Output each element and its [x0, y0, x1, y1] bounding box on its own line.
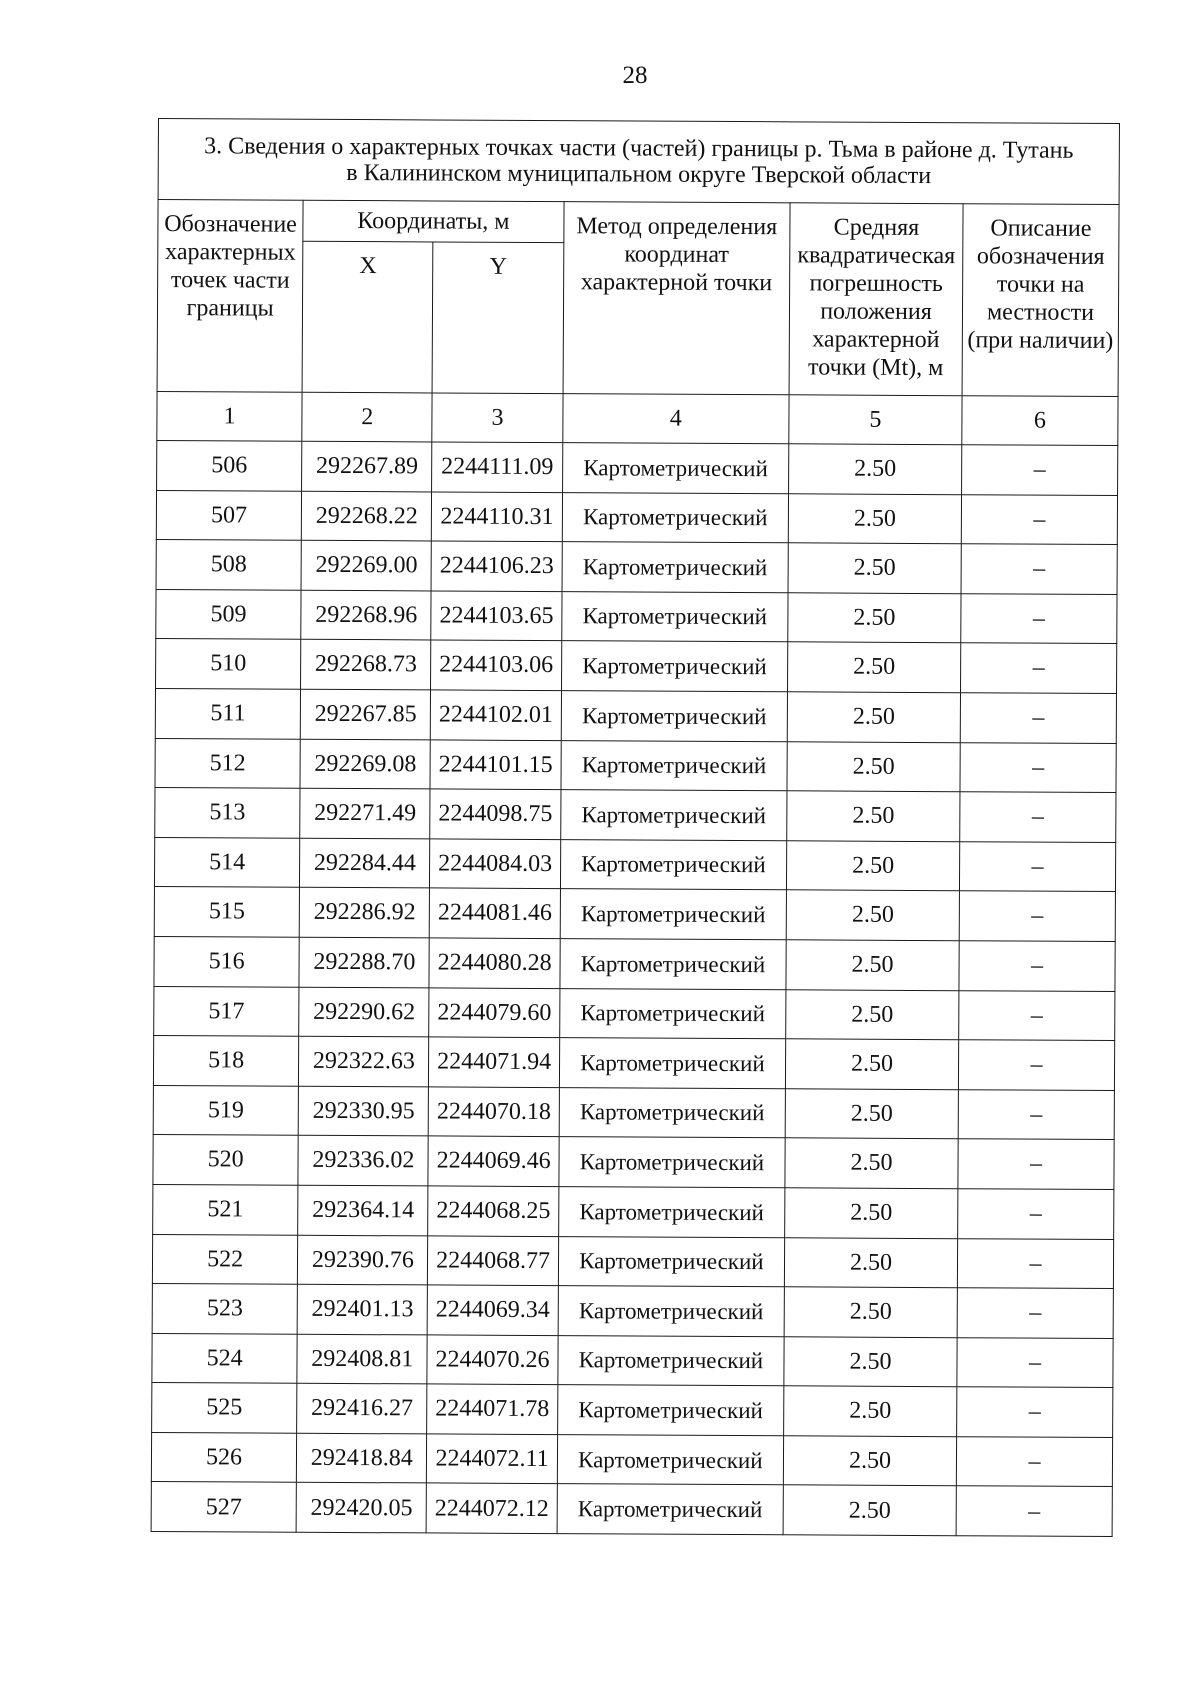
method-cell: Картометрический — [561, 691, 788, 742]
method-cell: Картометрический — [560, 939, 787, 990]
description-cell: – — [960, 792, 1116, 842]
coordinate-x-cell: 292322.63 — [299, 1036, 430, 1086]
description-cell: – — [958, 1040, 1114, 1090]
method-cell: Картометрический — [557, 1385, 784, 1436]
table-row — [151, 1432, 1112, 1487]
coordinate-y-cell: 2244102.01 — [431, 690, 562, 740]
point-id-cell: 515 — [154, 887, 299, 937]
description-cell: – — [959, 990, 1115, 1040]
coordinate-x-cell: 292290.62 — [299, 987, 430, 1037]
mean-square-error-cell: 2.50 — [786, 940, 959, 990]
method-cell: Картометрический — [562, 492, 789, 543]
method-cell: Картометрический — [558, 1187, 785, 1238]
mean-square-error-cell: 2.50 — [784, 1336, 957, 1386]
title-row — [158, 119, 1119, 205]
point-id-cell: 520 — [153, 1135, 298, 1185]
description-cell: – — [957, 1238, 1113, 1288]
coordinate-y-cell: 2244072.11 — [427, 1434, 558, 1484]
mean-square-error-cell: 2.50 — [787, 741, 960, 791]
coordinate-x-cell: 292408.81 — [297, 1334, 428, 1384]
coordinate-y-cell: 2244072.12 — [427, 1483, 558, 1533]
coordinate-x-cell: 292268.73 — [301, 640, 432, 690]
coordinate-x-cell: 292401.13 — [297, 1284, 428, 1334]
page-number: 28 — [622, 62, 648, 89]
method-cell: Картометрический — [558, 1286, 785, 1337]
coordinate-x-cell: 292267.85 — [300, 689, 431, 739]
table-row — [153, 1135, 1114, 1190]
mean-square-error-cell: 2.50 — [788, 493, 961, 543]
coordinate-y-cell: 2244110.31 — [432, 492, 563, 542]
method-cell: Картометрический — [560, 839, 787, 890]
coordinate-x-cell: 292271.49 — [300, 788, 431, 838]
column-number: 3 — [432, 393, 563, 443]
description-cell: – — [957, 1387, 1113, 1437]
coordinate-x-cell: 292268.22 — [301, 491, 432, 541]
table-row — [152, 1333, 1113, 1388]
boundary-points-table-wrapper — [151, 118, 1120, 1537]
coordinate-y-cell: 2244106.23 — [431, 541, 562, 591]
description-cell: – — [961, 544, 1117, 594]
mean-square-error-cell: 2.50 — [786, 890, 959, 940]
mean-square-error-cell: 2.50 — [784, 1237, 957, 1287]
table-row — [156, 490, 1117, 545]
point-id-cell: 513 — [155, 788, 300, 838]
method-cell: Картометрический — [560, 790, 787, 841]
coordinate-y-cell: 2244079.60 — [429, 987, 560, 1037]
coordinate-x-cell: 292267.89 — [302, 441, 433, 491]
table-row — [154, 887, 1115, 942]
table-row — [153, 1085, 1114, 1140]
coordinate-y-cell: 2244103.06 — [431, 640, 562, 690]
mean-square-error-cell: 2.50 — [789, 444, 962, 494]
point-id-cell: 523 — [152, 1284, 297, 1334]
mean-square-error-cell: 2.50 — [788, 593, 961, 643]
coordinate-x-cell: 292420.05 — [296, 1483, 427, 1533]
mean-square-error-cell: 2.50 — [785, 1089, 958, 1139]
coordinate-x-cell: 292269.00 — [301, 540, 432, 590]
description-cell: – — [957, 1337, 1113, 1387]
table-row — [152, 1383, 1113, 1438]
coordinate-y-cell: 2244071.94 — [429, 1037, 560, 1087]
description-cell: – — [958, 1089, 1114, 1139]
description-cell: – — [958, 1139, 1114, 1189]
column-number-row — [157, 391, 1118, 445]
coordinate-x-cell: 292284.44 — [300, 838, 431, 888]
column-number: 2 — [302, 392, 433, 442]
description-cell: – — [960, 742, 1116, 792]
description-cell: – — [958, 1189, 1114, 1239]
description-cell: – — [962, 445, 1118, 495]
coordinate-x-cell: 292336.02 — [298, 1136, 429, 1186]
table-row — [155, 688, 1116, 743]
description-cell: – — [959, 841, 1115, 891]
header-y: Y — [433, 242, 564, 394]
table-row — [156, 639, 1117, 694]
boundary-points-table — [151, 118, 1120, 1537]
coordinate-x-cell: 292268.96 — [301, 590, 432, 640]
coordinate-x-cell: 292286.92 — [299, 888, 430, 938]
coordinate-y-cell: 2244080.28 — [429, 938, 560, 988]
coordinate-y-cell: 2244070.26 — [427, 1335, 558, 1385]
point-id-cell: 518 — [153, 1036, 298, 1086]
table-title-line-2: в Калининском муниципальном округе Тверской области — [346, 159, 932, 190]
point-id-cell: 525 — [152, 1383, 297, 1433]
point-id-cell: 524 — [152, 1333, 297, 1383]
table-title-line-1: 3. Сведения о характерных точках части (частей) границы р. Тьма в районе д. Тутань — [204, 132, 1074, 164]
table-body — [151, 119, 1119, 1537]
coordinate-x-cell: 292288.70 — [299, 937, 430, 987]
method-cell: Картометрический — [557, 1484, 784, 1535]
method-cell: Картометрический — [558, 1236, 785, 1287]
table-row — [152, 1234, 1113, 1289]
point-id-cell: 521 — [153, 1184, 298, 1234]
method-cell: Картометрический — [562, 443, 789, 494]
table-row — [157, 440, 1118, 495]
method-cell: Картометрический — [561, 641, 788, 692]
point-id-cell: 527 — [151, 1482, 296, 1532]
description-cell: – — [961, 643, 1117, 693]
coordinate-y-cell: 2244101.15 — [430, 739, 561, 789]
coordinate-y-cell: 2244111.09 — [432, 442, 563, 492]
mean-square-error-cell: 2.50 — [787, 841, 960, 891]
column-number: 4 — [563, 394, 790, 444]
point-id-cell: 506 — [157, 440, 302, 490]
coordinate-x-cell: 292364.14 — [298, 1185, 429, 1235]
header-x: X — [302, 241, 433, 393]
method-cell: Картометрический — [559, 988, 786, 1039]
table-row — [152, 1284, 1113, 1339]
point-id-cell: 510 — [156, 639, 301, 689]
method-cell: Картометрический — [561, 591, 788, 642]
coordinate-y-cell: 2244068.77 — [428, 1235, 559, 1285]
point-id-cell: 509 — [156, 589, 301, 639]
method-cell: Картометрический — [559, 1038, 786, 1089]
point-id-cell: 516 — [154, 936, 299, 986]
point-id-cell: 507 — [156, 490, 301, 540]
mean-square-error-cell: 2.50 — [786, 989, 959, 1039]
mean-square-error-cell: 2.50 — [783, 1485, 956, 1535]
table-row — [156, 589, 1117, 644]
mean-square-error-cell: 2.50 — [785, 1188, 958, 1238]
coordinate-x-cell: 292269.08 — [300, 739, 431, 789]
mean-square-error-cell: 2.50 — [788, 642, 961, 692]
description-cell: – — [961, 494, 1117, 544]
description-cell: – — [960, 693, 1116, 743]
coordinate-y-cell: 2244098.75 — [430, 789, 561, 839]
coordinate-x-cell: 292390.76 — [298, 1235, 429, 1285]
method-cell: Картометрический — [557, 1434, 784, 1485]
coordinate-y-cell: 2244069.34 — [428, 1285, 559, 1335]
method-cell: Картометрический — [558, 1335, 785, 1386]
header-point-description: Описание обозначения точки на местности (при наличии) — [962, 204, 1119, 397]
mean-square-error-cell: 2.50 — [787, 692, 960, 742]
header-point-designation: Обозначение характерных точек части границы — [157, 200, 303, 393]
description-cell: – — [961, 593, 1117, 643]
description-cell: – — [956, 1486, 1112, 1536]
method-cell: Картометрический — [559, 1087, 786, 1138]
coordinate-x-cell: 292418.84 — [297, 1433, 428, 1483]
point-id-cell: 512 — [155, 738, 300, 788]
table-row — [156, 540, 1117, 595]
coordinate-y-cell: 2244070.18 — [429, 1087, 560, 1137]
table-row — [154, 837, 1115, 892]
mean-square-error-cell: 2.50 — [787, 791, 960, 841]
table-row — [153, 1036, 1114, 1091]
table-row — [154, 986, 1115, 1041]
coordinate-y-cell: 2244071.78 — [427, 1384, 558, 1434]
table-row — [155, 738, 1116, 793]
coordinate-y-cell: 2244069.46 — [428, 1136, 559, 1186]
method-cell: Картометрический — [562, 542, 789, 593]
header-coordinates: Координаты, м — [303, 200, 564, 242]
header-mean-square-error: Средняя квадратическая погрешность положения характерной точки (Mt), м — [789, 203, 963, 396]
column-number: 5 — [789, 395, 962, 445]
method-cell: Картометрический — [561, 740, 788, 791]
description-cell: – — [959, 941, 1115, 991]
mean-square-error-cell: 2.50 — [784, 1287, 957, 1337]
point-id-cell: 517 — [154, 986, 299, 1036]
table-row — [151, 1482, 1112, 1537]
mean-square-error-cell: 2.50 — [784, 1386, 957, 1436]
table-row — [153, 1184, 1114, 1239]
header-method: Метод определения координат характерной точки — [563, 202, 790, 395]
description-cell: – — [959, 891, 1115, 941]
mean-square-error-cell: 2.50 — [785, 1039, 958, 1089]
coordinate-y-cell: 2244084.03 — [430, 839, 561, 889]
mean-square-error-cell: 2.50 — [783, 1436, 956, 1486]
point-id-cell: 514 — [154, 837, 299, 887]
coordinate-x-cell: 292416.27 — [297, 1384, 428, 1434]
header-row-1 — [158, 200, 1119, 246]
coordinate-y-cell: 2244103.65 — [431, 591, 562, 641]
coordinate-x-cell: 292330.95 — [298, 1086, 429, 1136]
point-id-cell: 519 — [153, 1085, 298, 1135]
mean-square-error-cell: 2.50 — [785, 1138, 958, 1188]
point-id-cell: 522 — [152, 1234, 297, 1284]
column-number: 6 — [962, 396, 1118, 446]
table-row — [154, 936, 1115, 991]
method-cell: Картометрический — [560, 889, 787, 940]
point-id-cell: 526 — [151, 1432, 296, 1482]
description-cell: – — [956, 1437, 1112, 1487]
table-title — [158, 119, 1119, 205]
table-row — [155, 788, 1116, 843]
method-cell: Картометрический — [559, 1137, 786, 1188]
description-cell: – — [957, 1288, 1113, 1338]
column-number: 1 — [157, 391, 302, 441]
coordinate-y-cell: 2244068.25 — [428, 1186, 559, 1236]
coordinate-y-cell: 2244081.46 — [430, 888, 561, 938]
point-id-cell: 508 — [156, 540, 301, 590]
mean-square-error-cell: 2.50 — [788, 543, 961, 593]
point-id-cell: 511 — [155, 688, 300, 738]
